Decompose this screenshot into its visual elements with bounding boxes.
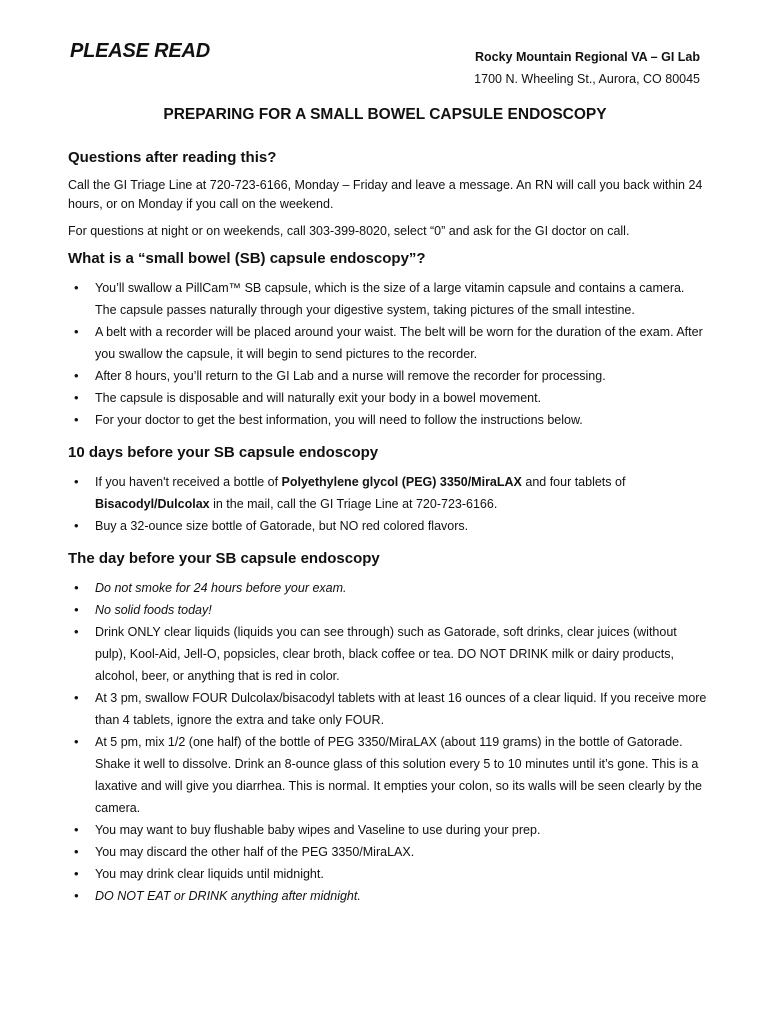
- list-item: • At 5 pm, mix 1/2 (one half) of the bottle of PEG 3350/MiraLAX (about 119 grams) in the bottle of Gatorade. Shake it well to dissolve. Drink an 8-ounce glass of this solution every 5 to 10 minutes until it’s gone. This is a laxative and will give you diarrhea. This is normal. It empties your colon, so its walls will be seen clearly by the camera.: [68, 731, 708, 819]
- questions-heading: Questions after reading this?: [68, 149, 277, 166]
- page-title: PREPARING FOR A SMALL BOWEL CAPSULE ENDOSCOPY: [163, 106, 607, 123]
- what-is-list: [68, 277, 708, 431]
- peg-miralax-bold: Polyethylene glycol (PEG) 3350/MiraLAX: [281, 475, 522, 489]
- list-item: • Buy a 32-ounce size bottle of Gatorade, but NO red colored flavors.: [68, 515, 708, 537]
- list-item: • Drink ONLY clear liquids (liquids you can see through) such as Gatorade, soft drinks, clear juices (without pulp), Kool-Aid, Jell-O, popsicles, clear broth, black coffee or tea. DO NOT DRINK milk or dairy products, alcohol, beer, or anything that is red in color.: [68, 621, 708, 687]
- ten-days-heading: 10 days before your SB capsule endoscopy: [68, 444, 379, 461]
- list-item: • After 8 hours, you’ll return to the GI Lab and a nurse will remove the recorder for processing.: [68, 365, 708, 387]
- day-before-list: [68, 577, 708, 907]
- org-header: [474, 46, 700, 90]
- ten-days-list: [68, 471, 708, 537]
- list-item: • No solid foods today!: [68, 599, 708, 621]
- list-item: • You’ll swallow a PillCam™ SB capsule, which is the size of a large vitamin capsule and contains a camera. The capsule passes naturally through your digestive system, taking pictures of the small intestine.: [68, 277, 708, 321]
- day-before-section: [68, 549, 708, 907]
- triage-line-paragraph: Call the GI Triage Line at 720-723-6166, Monday – Friday and leave a message. An RN will call you back within 24 hours, or on Monday if you call on the weekend.: [68, 178, 703, 211]
- day-before-heading: The day before your SB capsule endoscopy: [68, 550, 380, 567]
- what-is-section: [68, 249, 708, 431]
- list-item: • You may drink clear liquids until midnight.: [68, 863, 708, 885]
- item-text: If you haven't received a bottle of: [95, 475, 282, 489]
- after-hours-paragraph: For questions at night or on weekends, call 303-399-8020, select “0” and ask for the GI doctor on call.: [68, 224, 630, 238]
- please-read-heading: PLEASE READ: [70, 40, 211, 62]
- ten-days-section: [68, 443, 708, 537]
- bisacodyl-bold: Bisacodyl/Dulcolax: [95, 497, 210, 511]
- org-name: Rocky Mountain Regional VA – GI Lab: [474, 50, 700, 64]
- list-item: • At 3 pm, swallow FOUR Dulcolax/bisacodyl tablets with at least 16 ounces of a clear liquid. If you receive more than 4 tablets, ignore the extra and take only FOUR.: [68, 687, 708, 731]
- list-item: • You may discard the other half of the PEG 3350/MiraLAX.: [68, 841, 708, 863]
- list-item: • DO NOT EAT or DRINK anything after midnight.: [68, 885, 708, 907]
- what-is-heading: What is a “small bowel (SB) capsule endoscopy”?: [68, 250, 426, 267]
- list-item: [68, 471, 708, 515]
- item-text: in the mail, call the GI Triage Line at 720-723-6166.: [209, 497, 498, 511]
- document-body: [68, 148, 708, 919]
- org-address: 1700 N. Wheeling St., Aurora, CO 80045: [474, 72, 700, 86]
- list-item: • For your doctor to get the best information, you will need to follow the instructions below.: [68, 409, 708, 431]
- item-text: and four tablets of: [521, 475, 626, 489]
- list-item: • You may want to buy flushable baby wipes and Vaseline to use during your prep.: [68, 819, 708, 841]
- list-item: • The capsule is disposable and will naturally exit your body in a bowel movement.: [68, 387, 708, 409]
- list-item: • Do not smoke for 24 hours before your exam.: [68, 577, 708, 599]
- questions-section: [68, 148, 708, 241]
- list-item: • A belt with a recorder will be placed around your waist. The belt will be worn for the duration of the exam. After you swallow the capsule, it will begin to send pictures to the recorder.: [68, 321, 708, 365]
